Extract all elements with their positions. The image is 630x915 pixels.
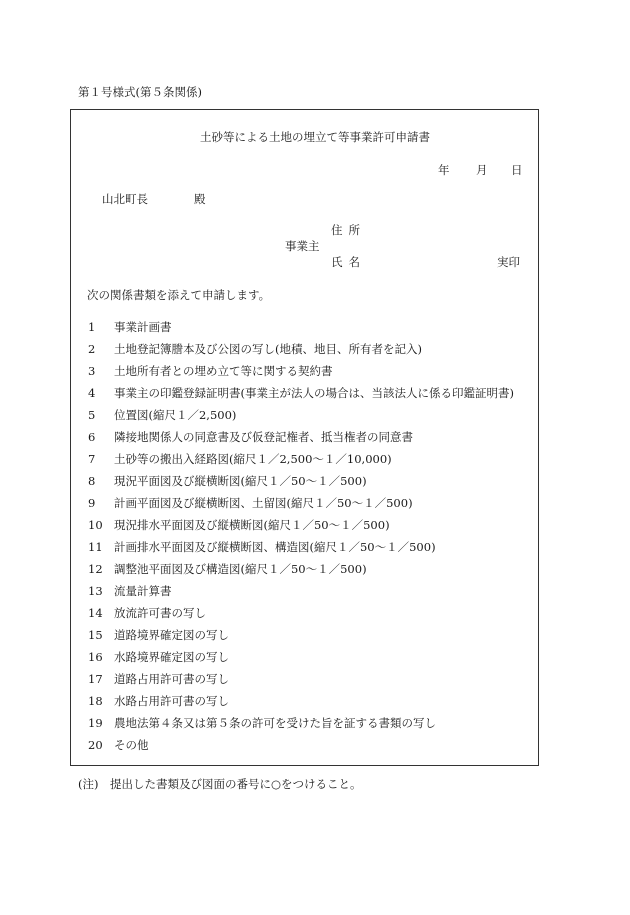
list-item — [88, 386, 514, 400]
list-item-number: 12 — [88, 562, 103, 576]
list-item — [88, 650, 229, 664]
list-item — [88, 716, 436, 730]
list-item-number: 20 — [88, 738, 103, 752]
list-item — [88, 408, 236, 422]
list-item-number: 15 — [88, 628, 103, 642]
list-item-number: 11 — [88, 540, 103, 554]
list-item-number: 14 — [88, 606, 103, 620]
list-item-text: 計画排水平面図及び縦横断図、構造図(縮尺１／50～１／500) — [114, 540, 436, 554]
list-item — [88, 452, 392, 466]
list-item-number: 5 — [88, 408, 96, 422]
date-year-label: 年 — [438, 163, 450, 177]
list-item-text: 事業主の印鑑登録証明書(事業主が法人の場合は、当該法人に係る印鑑証明書) — [114, 386, 514, 400]
list-item — [88, 540, 436, 554]
addressee: 山北町長 — [102, 192, 148, 206]
list-item — [88, 738, 149, 752]
list-item-text: 位置図(縮尺１／2,500) — [114, 408, 237, 422]
list-item-text: 隣接地関係人の同意書及び仮登記権者、抵当権者の同意書 — [114, 430, 413, 444]
honorific: 殿 — [194, 192, 206, 206]
list-item — [88, 342, 422, 356]
list-item-number: 1 — [88, 320, 96, 334]
list-item — [88, 562, 367, 576]
list-item-number: 6 — [88, 430, 96, 444]
list-item-number: 8 — [88, 474, 96, 488]
list-item-number: 10 — [88, 518, 103, 532]
list-item — [88, 672, 229, 686]
list-item-number: 2 — [88, 342, 96, 356]
list-item-number: 3 — [88, 364, 96, 378]
list-item-text: 土地所有者との埋め立て等に関する契約書 — [114, 364, 333, 378]
footnote: (注) 提出した書類及び図面の番号に○をつけること。 — [78, 777, 362, 791]
list-item — [88, 474, 367, 488]
list-item-text: その他 — [114, 738, 149, 752]
list-item-number: 13 — [88, 584, 103, 598]
date-month-label: 月 — [476, 163, 488, 177]
list-item-text: 道路境界確定図の写し — [114, 628, 229, 642]
list-item-number: 17 — [88, 672, 103, 686]
list-item-text: 流量計算書 — [114, 584, 172, 598]
seal-label: 実印 — [497, 255, 520, 269]
list-item-number: 18 — [88, 694, 103, 708]
applicant-label: 事業主 — [285, 239, 320, 253]
list-item-text: 土地登記簿謄本及び公図の写し(地積、地目、所有者を記入) — [114, 342, 422, 356]
list-item-text: 計画平面図及び縦横断図、土留図(縮尺１／50～１／500) — [114, 496, 413, 510]
list-item — [88, 628, 229, 642]
date-day-label: 日 — [511, 163, 523, 177]
list-item-number: 9 — [88, 496, 96, 510]
list-item — [88, 496, 413, 510]
list-item — [88, 584, 172, 598]
document-title: 土砂等による土地の埋立て等事業許可申請書 — [200, 130, 430, 144]
list-item-text: 水路境界確定図の写し — [114, 650, 229, 664]
list-item-text: 道路占用許可書の写し — [114, 672, 229, 686]
list-item-text: 農地法第４条又は第５条の許可を受けた旨を証する書類の写し — [114, 716, 436, 730]
list-item — [88, 606, 206, 620]
list-item-text: 水路占用許可書の写し — [114, 694, 229, 708]
list-item-text: 現況平面図及び縦横断図(縮尺１／50～１／500) — [114, 474, 367, 488]
list-item-text: 調整池平面図及び構造図(縮尺１／50～１／500) — [114, 562, 367, 576]
list-item-number: 16 — [88, 650, 103, 664]
list-item-text: 土砂等の搬出入経路図(縮尺１／2,500～１／10,000) — [114, 452, 392, 466]
list-item-number: 7 — [88, 452, 96, 466]
list-item — [88, 430, 413, 444]
list-item-number: 19 — [88, 716, 103, 730]
list-item — [88, 320, 172, 334]
list-item-text: 放流許可書の写し — [114, 606, 206, 620]
list-item-number: 4 — [88, 386, 96, 400]
list-item — [88, 694, 229, 708]
address-label: 住所 — [331, 223, 366, 237]
list-item-text: 現況排水平面図及び縦横断図(縮尺１／50～１／500) — [114, 518, 390, 532]
name-label: 氏名 — [331, 255, 366, 269]
list-item-text: 事業計画書 — [114, 320, 172, 334]
list-item — [88, 364, 333, 378]
list-item — [88, 518, 390, 532]
intro-text: 次の関係書類を添えて申請します。 — [87, 288, 271, 302]
form-number: 第１号様式(第５条関係) — [78, 85, 202, 99]
